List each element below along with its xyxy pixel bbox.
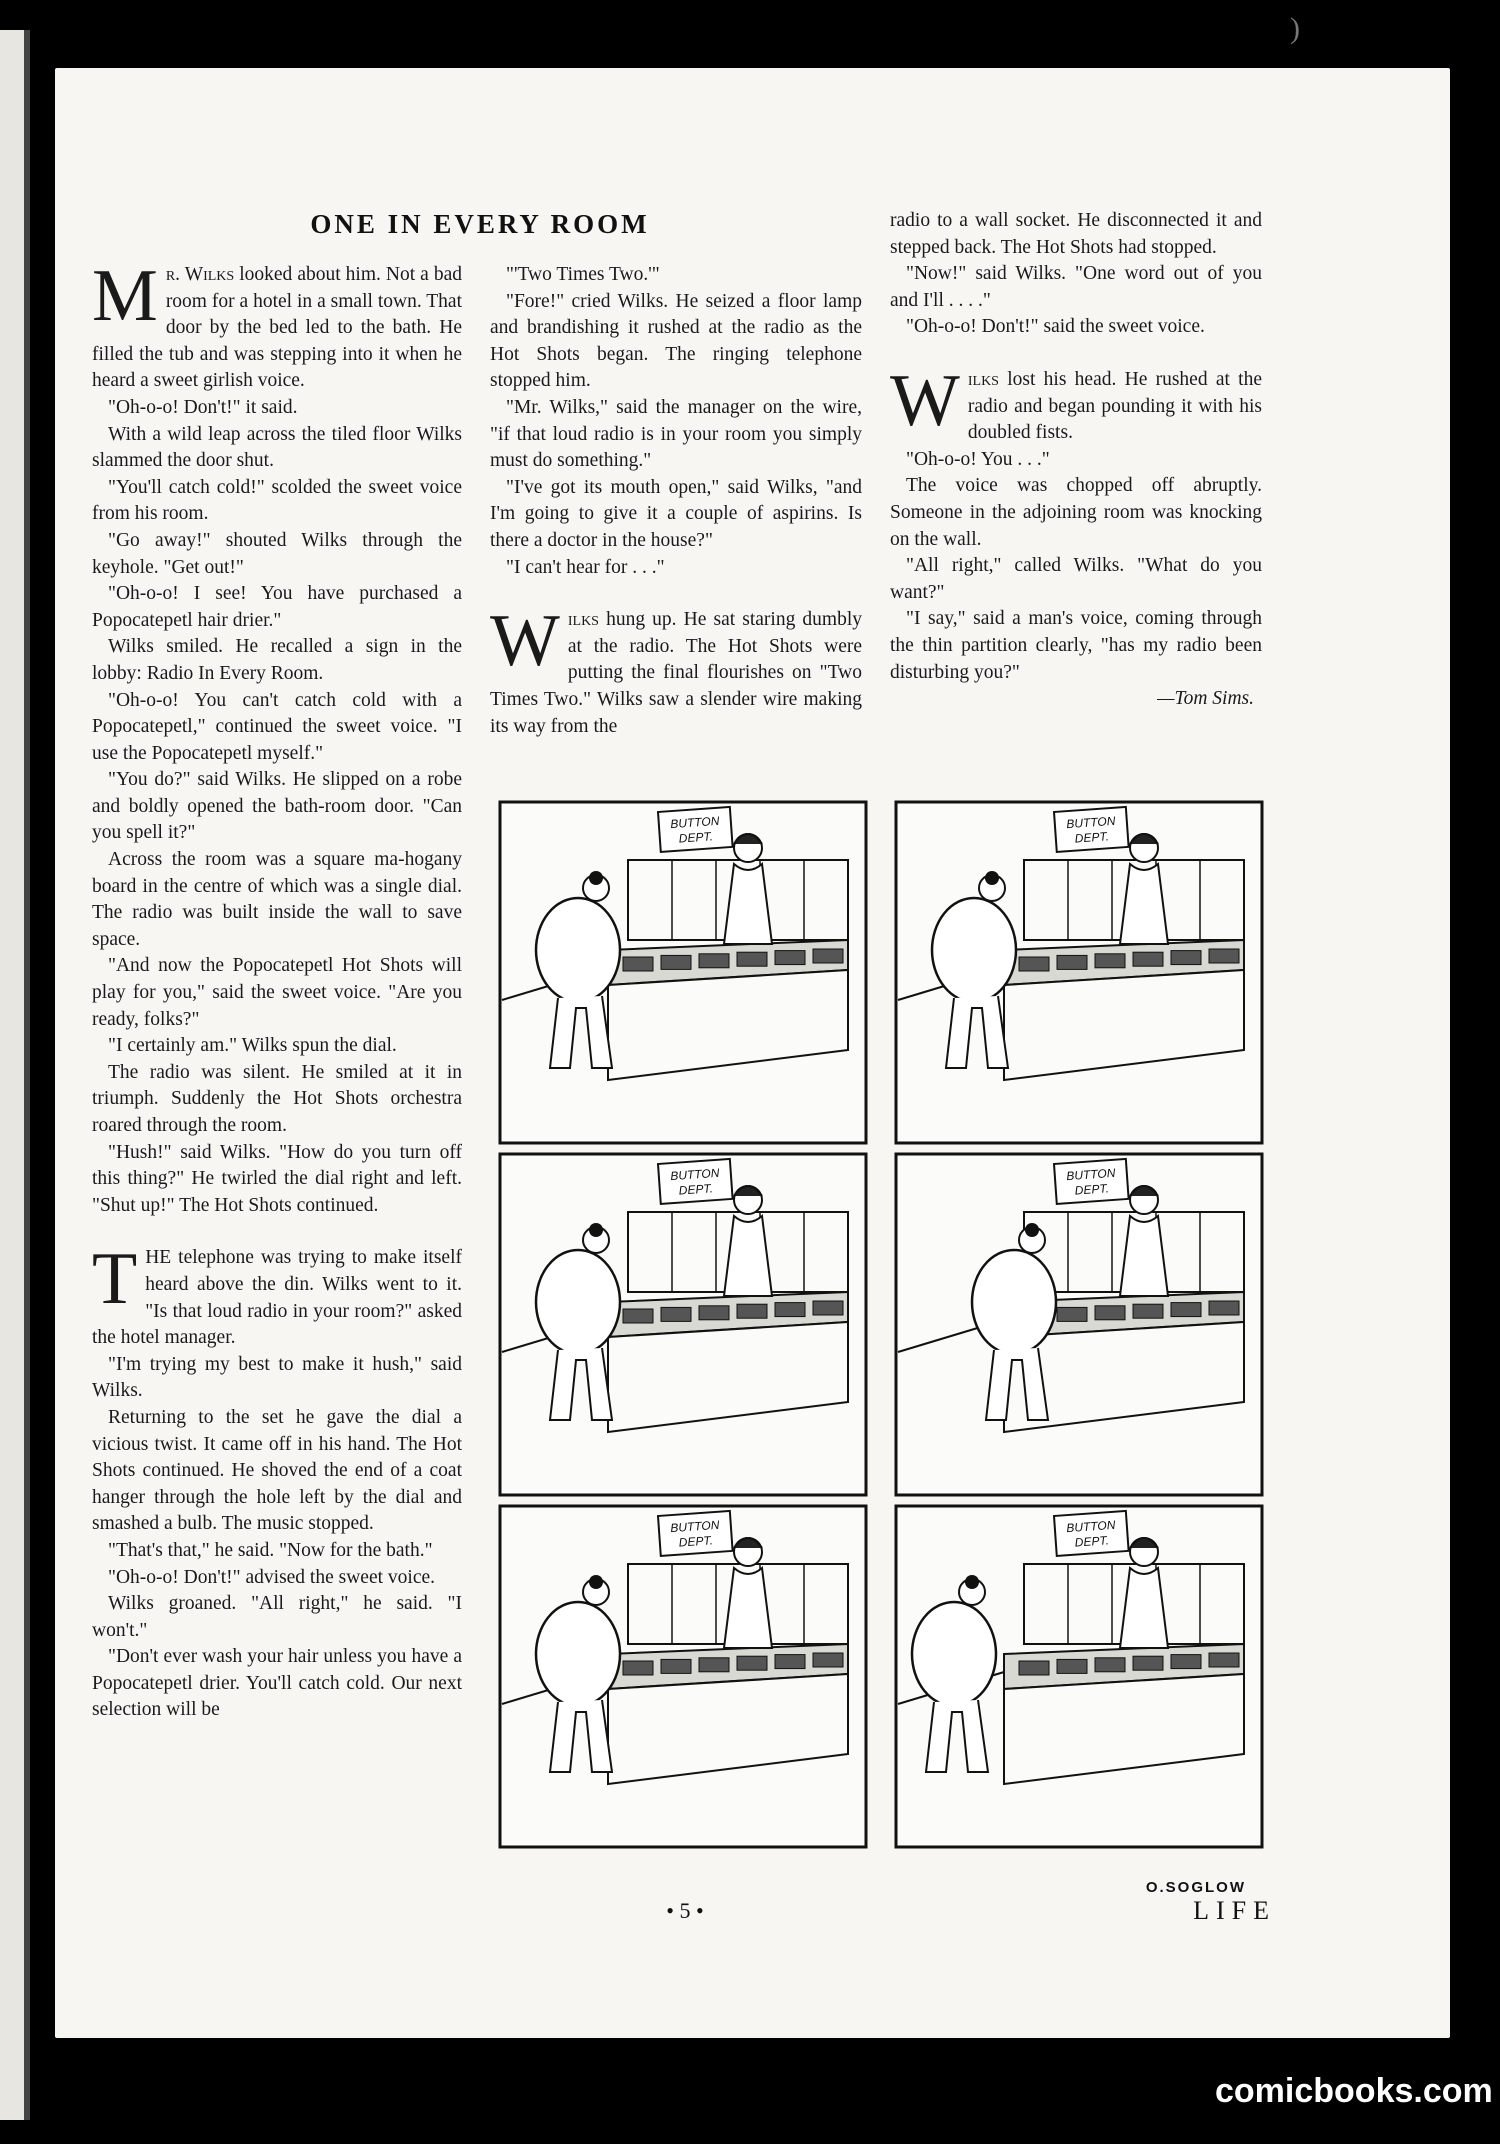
paragraph: "Don't ever wash your hair unless you have a Popocatepetl drier. You'll catch cold. Our next selection will be xyxy=(92,1646,462,1721)
sign-text: DEPT. xyxy=(1074,829,1110,846)
paragraph: "Oh-o-o! Don't!" said the sweet voice. xyxy=(906,316,1205,338)
paragraph: Returning to the set he gave the dial a vicious twist. It came off in his hand. The Hot Shots continued. He shoved the end of a coat hanger through the hole left by the dial and smashed a bulb. The music stopped. xyxy=(92,1406,462,1535)
cartoon-panel-2 xyxy=(896,802,1262,1143)
paragraph: The radio was silent. He smiled at it in triumph. Suddenly the Hot Shots orchestra roared through the room. xyxy=(92,1061,462,1136)
artist-signature: O.SOGLOW xyxy=(1145,1879,1246,1896)
cartoon-panel-3 xyxy=(500,1154,866,1495)
text-column-2 xyxy=(490,262,862,740)
paragraph: "Mr. Wilks," said the manager on the wire, "if that loud radio is in your room you simply must do something." xyxy=(490,396,862,472)
text-column-1 xyxy=(92,255,462,1724)
cartoon-panel-1 xyxy=(500,802,866,1143)
small-caps-name: ilks xyxy=(967,368,999,390)
author-signature: —Tom Sims. xyxy=(1157,688,1254,710)
paragraph: "'Two Times Two.'" xyxy=(506,264,660,285)
paragraph: Wilks smiled. He recalled a sign in the lobby: Radio In Every Room. xyxy=(92,636,462,684)
paragraph: "Oh-o-o! Don't!" advised the sweet voice. xyxy=(108,1566,436,1588)
paragraph: "Now!" said Wilks. "One word out of you and I'll . . . ." xyxy=(890,263,1262,311)
text-column-3 xyxy=(890,208,1262,713)
paragraph: "Oh-o-o! I see! You have purchased a Popocatepetl hair drier." xyxy=(92,583,462,631)
paragraph: With a wild leap across the tiled floor Wilks slammed the door shut. xyxy=(92,423,462,472)
paragraph: "Oh-o-o! You can't catch cold with a Popocatepetl," continued the sweet voice. "I use the Popocatepetl myself." xyxy=(92,689,462,764)
paragraph: Mr. Wilks looked about him. Not a bad room for a hotel in a small town. That door by the bed led to the bath. He filled the tub and was stepping into it when he heard a sweet girlish voice. xyxy=(92,255,462,392)
facing-page-edge xyxy=(0,30,30,2120)
button-dept-sign xyxy=(658,1511,733,1556)
sign-text: DEPT. xyxy=(678,1533,714,1550)
sign-text: BUTTON xyxy=(1065,1165,1116,1184)
paragraph: "I certainly am." Wilks spun the dial. xyxy=(108,1035,397,1057)
article-title: ONE IN EVERY ROOM xyxy=(310,209,650,239)
paragraph: radio to a wall socket. He disconnected it and stepped back. The Hot Shots had stopped. xyxy=(890,210,1262,258)
paragraph: "Oh-o-o! You . . ." xyxy=(906,448,1050,470)
paragraph: The voice was chopped off abruptly. Someone in the adjoining room was knocking on the wall. xyxy=(890,475,1262,550)
button-dept-sign xyxy=(1054,1159,1129,1204)
sign-text: BUTTON xyxy=(669,1165,720,1184)
paragraph: "I can't hear for . . ." xyxy=(506,556,665,578)
paragraph: "I've got its mouth open," said Wilks, "and I'm going to give it a couple of aspirins. Is there a doctor in the house?" xyxy=(490,476,862,551)
button-dept-sign xyxy=(1054,807,1129,852)
cartoon-panel-4 xyxy=(896,1154,1262,1495)
small-caps-name: r. Wilks xyxy=(165,264,235,285)
paragraph: "Hush!" said Wilks. "How do you turn off this thing?" He twirled the dial right and left. "Shut up!" The Hot Shots continued. xyxy=(92,1141,462,1216)
paragraph: "I say," said a man's voice, coming through the thin partition clearly, "has my radio been disturbing you?" xyxy=(890,608,1262,683)
drop-cap: T xyxy=(92,1238,138,1321)
sign-text: DEPT. xyxy=(678,1181,714,1198)
paragraph: "I'm trying my best to make it hush," said Wilks. xyxy=(92,1353,462,1402)
paragraph: Wilks hung up. He sat staring dumbly at the radio. The Hot Shots were putting the final flourishes on "Two Times Two." Wilks saw a slender wire making its way from the xyxy=(490,600,862,737)
paragraph: "Fore!" cried Wilks. He seized a floor lamp and brandishing it rushed at the radio as the Hot Shots began. The ringing telephone stopped him. xyxy=(490,290,862,392)
button-dept-sign xyxy=(658,1159,733,1204)
sign-text: BUTTON xyxy=(1065,1517,1116,1536)
paragraph: "You'll catch cold!" scolded the sweet voice from his room. xyxy=(92,476,462,525)
magazine-name: LIFE xyxy=(1193,1896,1276,1925)
sign-text: BUTTON xyxy=(669,813,720,832)
sign-text: DEPT. xyxy=(1074,1533,1110,1550)
button-dept-sign xyxy=(1054,1511,1129,1556)
sign-text: DEPT. xyxy=(1074,1181,1110,1198)
paragraph: THE telephone was trying to make itself heard above the din. Wilks went to it. "Is that loud radio in your room?" asked the hotel manager. xyxy=(92,1238,462,1349)
cartoon-panel-5 xyxy=(500,1506,866,1847)
paragraph: "Go away!" shouted Wilks through the keyhole. "Get out!" xyxy=(92,529,462,578)
paragraph: Wilks groaned. "All right," he said. "I won't." xyxy=(92,1593,462,1641)
paragraph: "You do?" said Wilks. He slipped on a robe and boldly opened the bath-room door. "Can you spell it?" xyxy=(92,769,462,844)
paragraph: "And now the Popocatepetl Hot Shots will play for you," said the sweet voice. "Are you ready, folks?" xyxy=(92,955,462,1030)
cartoon-strip xyxy=(498,800,1264,1900)
cartoon-panel-6 xyxy=(896,1506,1262,1847)
sign-text: BUTTON xyxy=(1065,813,1116,832)
paragraph: "That's that," he said. "Now for the bath." xyxy=(108,1539,433,1561)
paragraph: Wilks lost his head. He rushed at the radio and began pounding it with his doubled fists. xyxy=(890,359,1262,444)
sign-text: DEPT. xyxy=(678,829,714,846)
page-number: • 5 • xyxy=(666,1898,704,1923)
sign-text: BUTTON xyxy=(669,1517,720,1536)
watermark: comicbooks.com xyxy=(1215,2072,1493,2110)
scan-mark: ) xyxy=(1290,12,1300,45)
drop-cap: W xyxy=(890,359,960,442)
paragraph: "All right," called Wilks. "What do you want?" xyxy=(890,555,1262,603)
small-caps-name: ilks xyxy=(567,609,599,631)
drop-cap: M xyxy=(92,255,158,337)
paragraph: Across the room was a square ma-hogany board in the centre of which was a single dial. The radio was built inside the wall to save space. xyxy=(92,849,462,950)
drop-cap: W xyxy=(490,600,560,683)
button-dept-sign xyxy=(658,807,733,852)
paragraph: "Oh-o-o! Don't!" it said. xyxy=(108,396,298,418)
